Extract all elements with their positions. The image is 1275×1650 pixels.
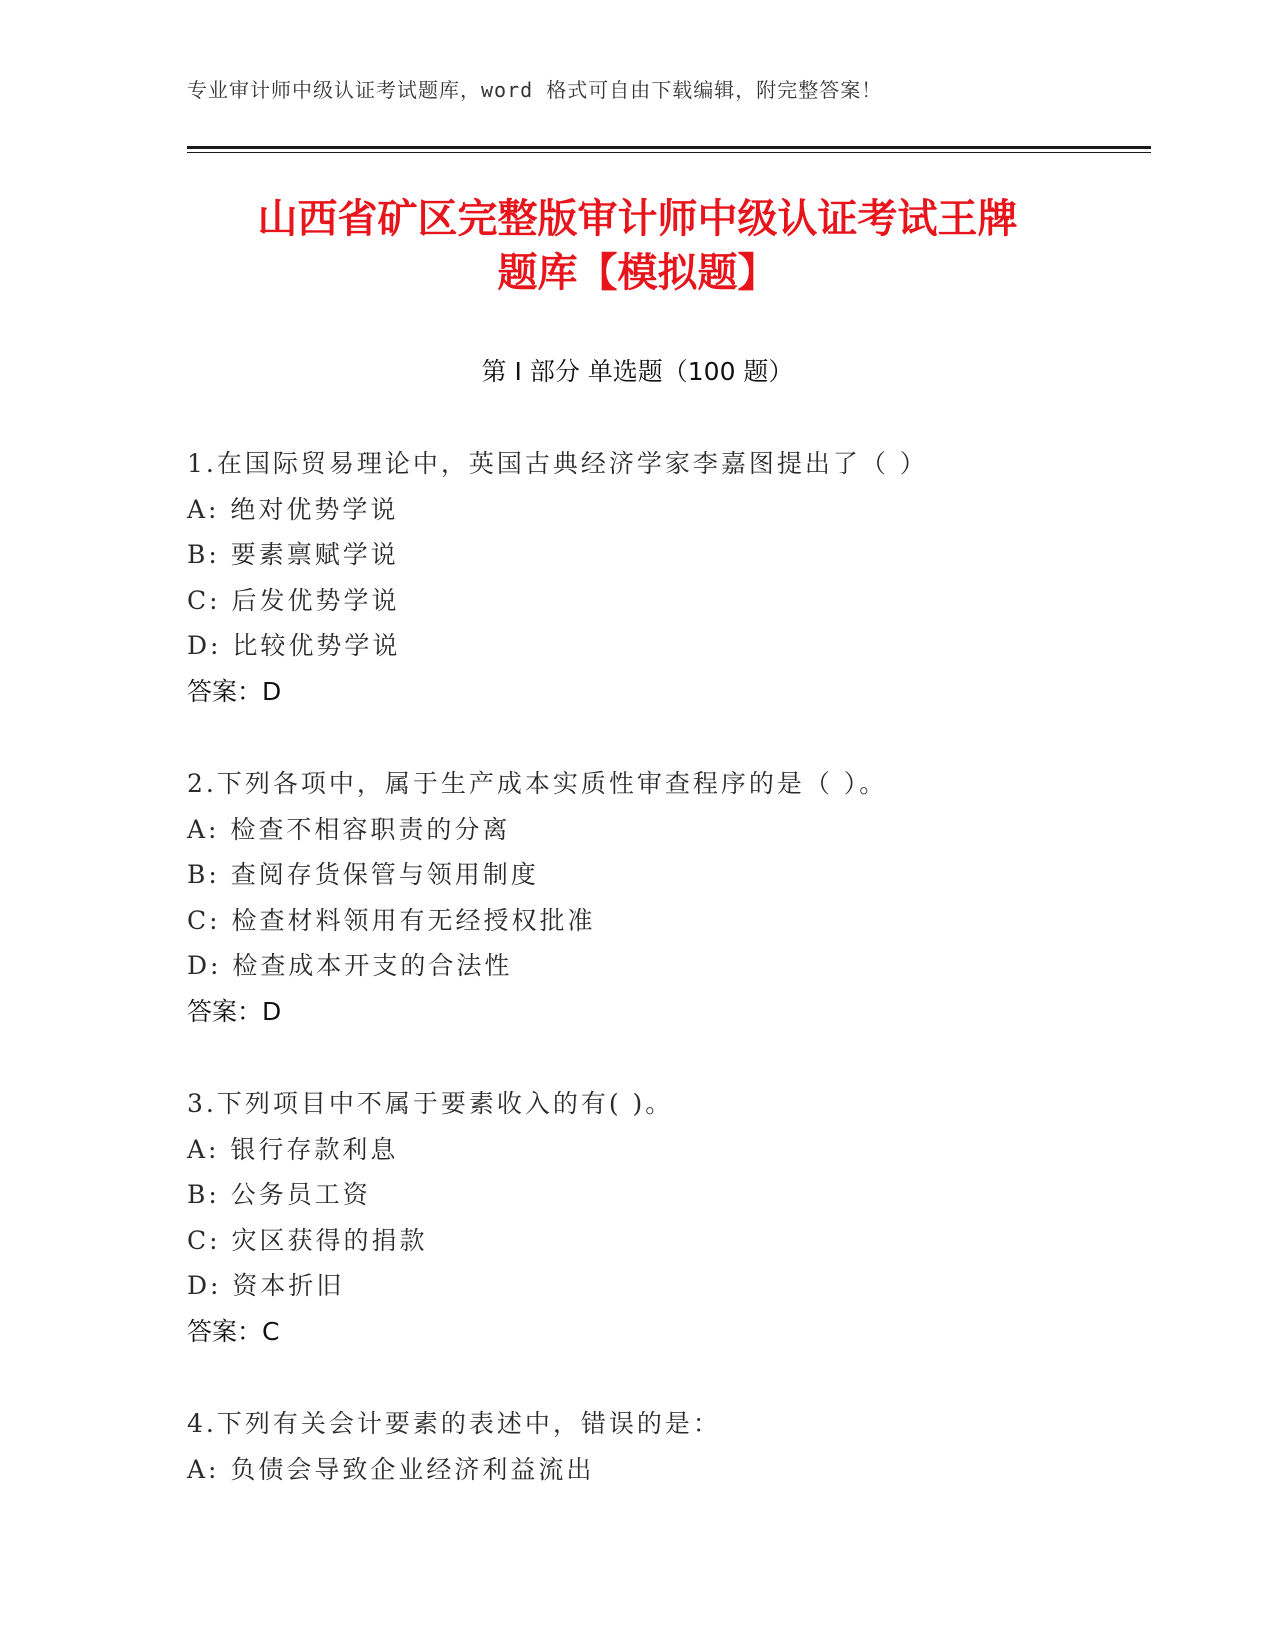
option-c: C: 灾区获得的捐款 — [187, 1225, 428, 1255]
option-d: D: 检查成本开支的合法性 — [187, 951, 513, 980]
option-b: B: 公务员工资 — [187, 1180, 371, 1209]
question-1 — [187, 441, 1147, 761]
option-b: B: 要素禀赋学说 — [187, 540, 399, 569]
option-b: B: 查阅存货保管与领用制度 — [187, 860, 539, 889]
question-stem: 2.下列各项中，属于生产成本实质性审查程序的是（ ）。 — [187, 769, 888, 798]
question-4 — [187, 1401, 1147, 1492]
option-a: A: 绝对优势学说 — [187, 494, 399, 524]
answer: 答案：D — [187, 676, 282, 706]
question-2 — [187, 761, 1147, 1081]
option-c: C: 后发优势学说 — [187, 585, 400, 615]
answer: 答案：D — [187, 996, 282, 1026]
option-c: C: 检查材料领用有无经授权批准 — [187, 905, 596, 935]
question-list — [187, 441, 1147, 1492]
option-a: A: 负债会导致企业经济利益流出 — [187, 1454, 595, 1484]
question-stem: 1.在国际贸易理论中，英国古典经济学家李嘉图提出了（ ） — [187, 449, 928, 478]
header-rule-thick — [187, 146, 1151, 149]
title-line-1: 山西省矿区完整版审计师中级认证考试王牌 — [257, 196, 1018, 242]
answer: 答案：C — [187, 1316, 280, 1346]
document-title — [150, 192, 1125, 300]
option-a: A: 银行存款利息 — [187, 1134, 399, 1164]
header-rule-thin — [187, 152, 1151, 153]
question-stem: 3.下列项目中不属于要素收入的有( )。 — [187, 1089, 674, 1118]
page-header: 专业审计师中级认证考试题库，word 格式可自由下载编辑，附完整答案！ — [187, 78, 883, 102]
question-3 — [187, 1081, 1147, 1401]
option-a: A: 检查不相容职责的分离 — [187, 814, 511, 844]
option-d: D: 比较优势学说 — [187, 631, 401, 660]
section-heading: 第 I 部分 单选题（100 题） — [481, 357, 794, 386]
option-d: D: 资本折旧 — [187, 1271, 345, 1300]
question-stem: 4.下列有关会计要素的表述中，错误的是： — [187, 1409, 721, 1438]
title-line-2: 题库【模拟题】 — [497, 250, 778, 296]
